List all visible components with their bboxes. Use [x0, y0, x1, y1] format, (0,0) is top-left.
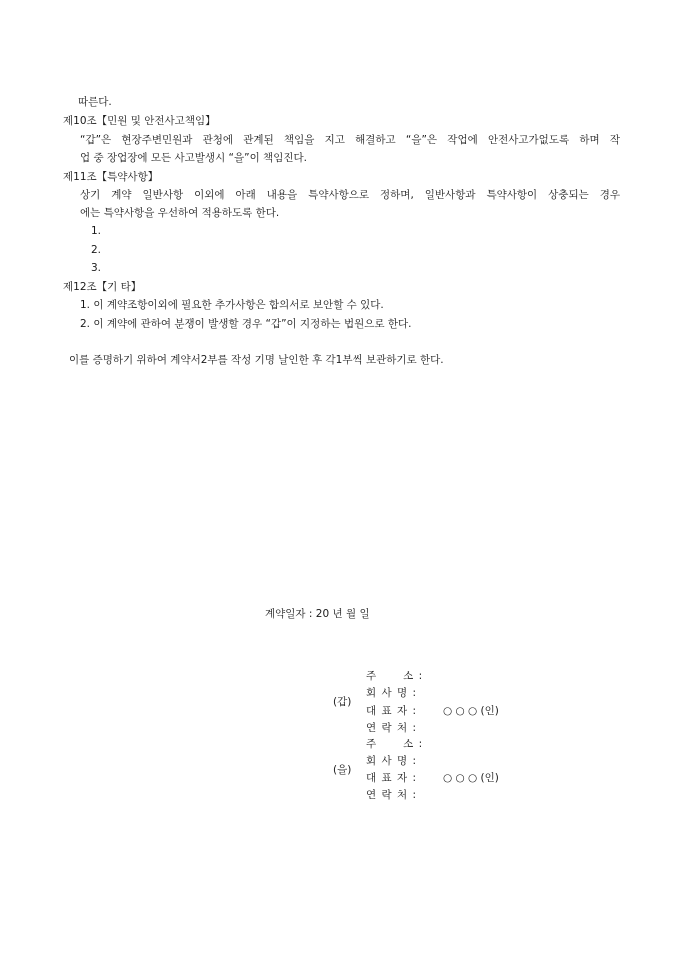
party-eul-seal: ○ ○ ○ (인)	[443, 772, 499, 784]
party-gap-contact-label: 연 락 처 :	[366, 722, 417, 734]
article-12-item-2: 2. 이 계약에 관하여 분쟁이 발생할 경우 “갑”이 지정하는 법원으로 한다.	[80, 318, 412, 330]
article-12-heading: 제12조【기 타】	[63, 281, 142, 293]
article-10-text-line-1: “갑”은 현장주변민원과 관청에 관계된 책임을 지고 해결하고 “을”은 작업에 안전사고가없도록 하며 작	[80, 134, 620, 146]
article-11-heading: 제11조【특약사항】	[63, 171, 159, 183]
special-item-3: 3.	[91, 262, 102, 274]
party-gap-address-label: 주 소 :	[366, 670, 424, 682]
party-eul-address-label: 주 소 :	[366, 738, 424, 750]
party-eul-label: (을)	[333, 764, 352, 776]
article-10-heading: 제10조【민원 및 안전사고책임】	[63, 115, 216, 127]
article-11-text-line-1: 상기 계약 일반사항 이외에 아래 내용을 특약사항으로 정하며, 일반사항과 특약사항이 상충되는 경우	[80, 189, 620, 201]
special-item-1: 1.	[91, 225, 102, 237]
party-eul-representative-label: 대 표 자 :	[366, 772, 417, 784]
party-gap-label: (갑)	[333, 696, 352, 708]
party-gap-seal: ○ ○ ○ (인)	[443, 705, 499, 717]
text-line-continuation: 따른다.	[78, 96, 112, 108]
closing-statement: 이를 증명하기 위하여 계약서2부를 작성 기명 날인한 후 각1부씩 보관하기로 한다.	[69, 354, 444, 366]
party-gap-company-label: 회 사 명 :	[366, 687, 417, 699]
party-gap-representative-label: 대 표 자 :	[366, 705, 417, 717]
party-eul-company-label: 회 사 명 :	[366, 755, 417, 767]
party-eul-contact-label: 연 락 처 :	[366, 789, 417, 801]
article-11-text-line-2: 에는 특약사항을 우선하여 적용하도록 한다.	[80, 207, 280, 219]
article-12-item-1: 1. 이 계약조항이외에 필요한 추가사항은 합의서로 보안할 수 있다.	[80, 299, 384, 311]
article-10-text-line-2: 업 중 장업장에 모든 사고발생시 “을”이 책임진다.	[80, 152, 307, 164]
special-item-2: 2.	[91, 244, 102, 256]
contract-date: 계약일자 : 20 년 월 일	[265, 608, 370, 620]
